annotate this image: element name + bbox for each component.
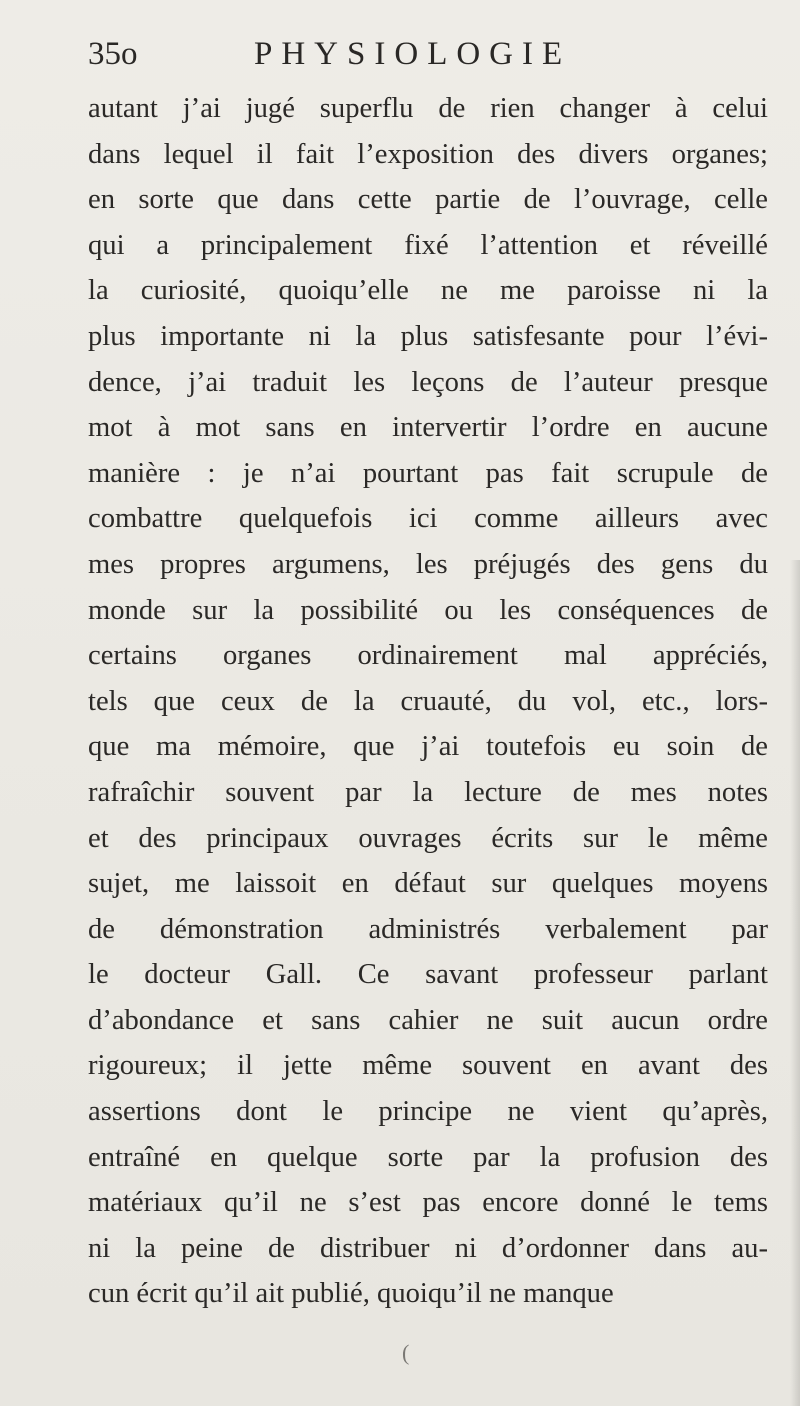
text-line: tels que ceux de la cruauté, du vol, etc., lors- <box>88 685 768 717</box>
text-line: ni la peine de distribuer ni d’ordonner dans au- <box>88 1232 768 1264</box>
page-number: 35o <box>88 36 138 72</box>
text-line: le docteur Gall. Ce savant professeur parlant <box>88 959 768 991</box>
text-line: assertions dont le principe ne vient qu’après, <box>88 1096 768 1128</box>
body-text <box>88 86 792 1317</box>
text-line: autant j’ai jugé superflu de rien changer à celui <box>88 93 768 124</box>
text-line: monde sur la possibilité ou les conséquences de <box>88 594 768 626</box>
page-edge-shadow <box>790 560 800 1406</box>
text-line: cun écrit qu’il ait publié, quoiqu’il ne manque <box>88 1278 614 1310</box>
text-line: de démonstration administrés verbalement par <box>88 913 768 945</box>
text-line: dans lequel il fait l’exposition des divers organes; <box>88 138 768 170</box>
text-line: mes propres argumens, les préjugés des gens du <box>88 548 768 580</box>
text-line: rafraîchir souvent par la lecture de mes notes <box>88 776 768 808</box>
running-title: PHYSIOLOGIE <box>254 36 572 72</box>
text-line: sujet, me laissoit en défaut sur quelques moyens <box>88 868 768 900</box>
text-line: d’abondance et sans cahier ne suit aucun ordre <box>88 1004 768 1036</box>
footer-mark: ( <box>402 1340 410 1365</box>
text-line: plus importante ni la plus satisfesante pour l’évi- <box>88 320 768 352</box>
running-head <box>88 32 748 76</box>
text-line: combattre quelquefois ici comme ailleurs avec <box>88 503 768 535</box>
text-line: entraîné en quelque sorte par la profusion des <box>88 1141 768 1173</box>
text-line: mot à mot sans en intervertir l’ordre en aucune <box>88 412 768 444</box>
text-line: en sorte que dans cette partie de l’ouvrage, celle <box>88 184 768 216</box>
text-line: et des principaux ouvrages écrits sur le même <box>88 822 768 854</box>
text-line: certains organes ordinairement mal appréciés, <box>88 640 768 672</box>
text-line: que ma mémoire, que j’ai toutefois eu soin de <box>88 731 768 763</box>
text-line: manière : je n’ai pourtant pas fait scrupule de <box>88 457 768 489</box>
text-line: rigoureux; il jette même souvent en avant des <box>88 1050 768 1082</box>
text-line: la curiosité, quoiqu’elle ne me paroisse ni la <box>88 275 768 307</box>
text-line: dence, j’ai traduit les leçons de l’auteur presque <box>88 366 768 398</box>
text-line: matériaux qu’il ne s’est pas encore donné le tems <box>88 1187 768 1219</box>
text-line: qui a principalement fixé l’attention et réveillé <box>88 229 768 261</box>
